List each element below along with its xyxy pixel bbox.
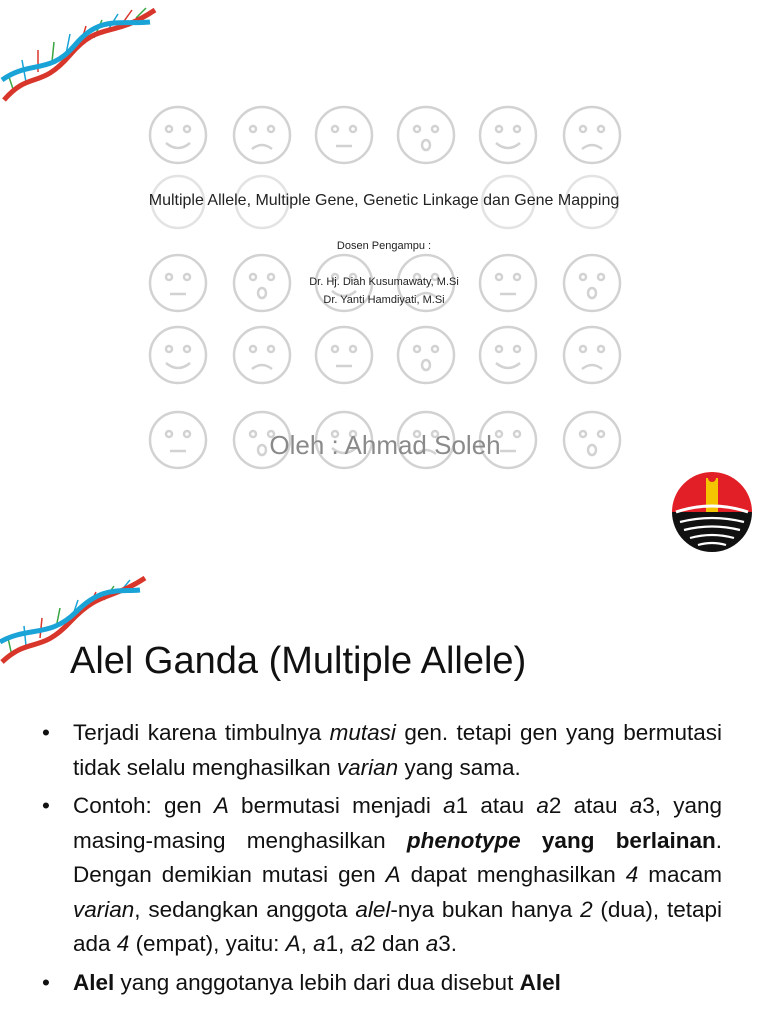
lecturer-name-2: Dr. Yanti Hamdiyati, M.Si [323, 294, 445, 306]
bullet-item: • Alel yang anggotanya lebih dari dua disebut Alel [42, 966, 722, 1001]
emoji-face-icon [150, 107, 206, 163]
emoji-face-icon [234, 327, 290, 383]
emoji-face-icon [150, 327, 206, 383]
emoji-face-icon [564, 107, 620, 163]
presentation-title: Multiple Allele, Multiple Gene, Genetic Linkage dan Gene Mapping [148, 192, 620, 209]
author-line: Oleh : Ahmad Soleh [269, 430, 501, 460]
slide-divider [0, 560, 768, 576]
emoji-face-icon [398, 107, 454, 163]
lecturer-name-1: Dr. Hj. Diah Kusumawaty, M.Si [309, 276, 459, 288]
emoji-face-icon [316, 107, 372, 163]
lecturer-heading: Dosen Pengampu : [336, 240, 432, 252]
university-logo [670, 470, 754, 554]
emoji-face-icon [316, 327, 372, 383]
emoji-face-icon [480, 327, 536, 383]
emoji-face-icon [234, 107, 290, 163]
emoji-face-icon [398, 327, 454, 383]
bullet-item: • Contoh: gen A bermutasi menjadi a1 atau a2 atau a3, yang masing-masing menghasilkan phenotype yang berlainan. Dengan demikian mutasi gen A dapat menghasilkan 4 macam varian, sedangkan anggota alel-nya bukan hanya 2 (dua), tetapi ada 4 (empat), yaitu: A, a1, a2 dan a3. [42, 789, 722, 962]
bullet-list [42, 716, 722, 1004]
emoji-face-icon [480, 107, 536, 163]
slide-title: Alel Ganda (Multiple Allele) [70, 640, 527, 682]
bullet-item: • Terjadi karena timbulnya mutasi gen. tetapi gen yang bermutasi tidak selalu menghasilkan varian yang sama. [42, 716, 722, 785]
emoji-face-icon [564, 327, 620, 383]
